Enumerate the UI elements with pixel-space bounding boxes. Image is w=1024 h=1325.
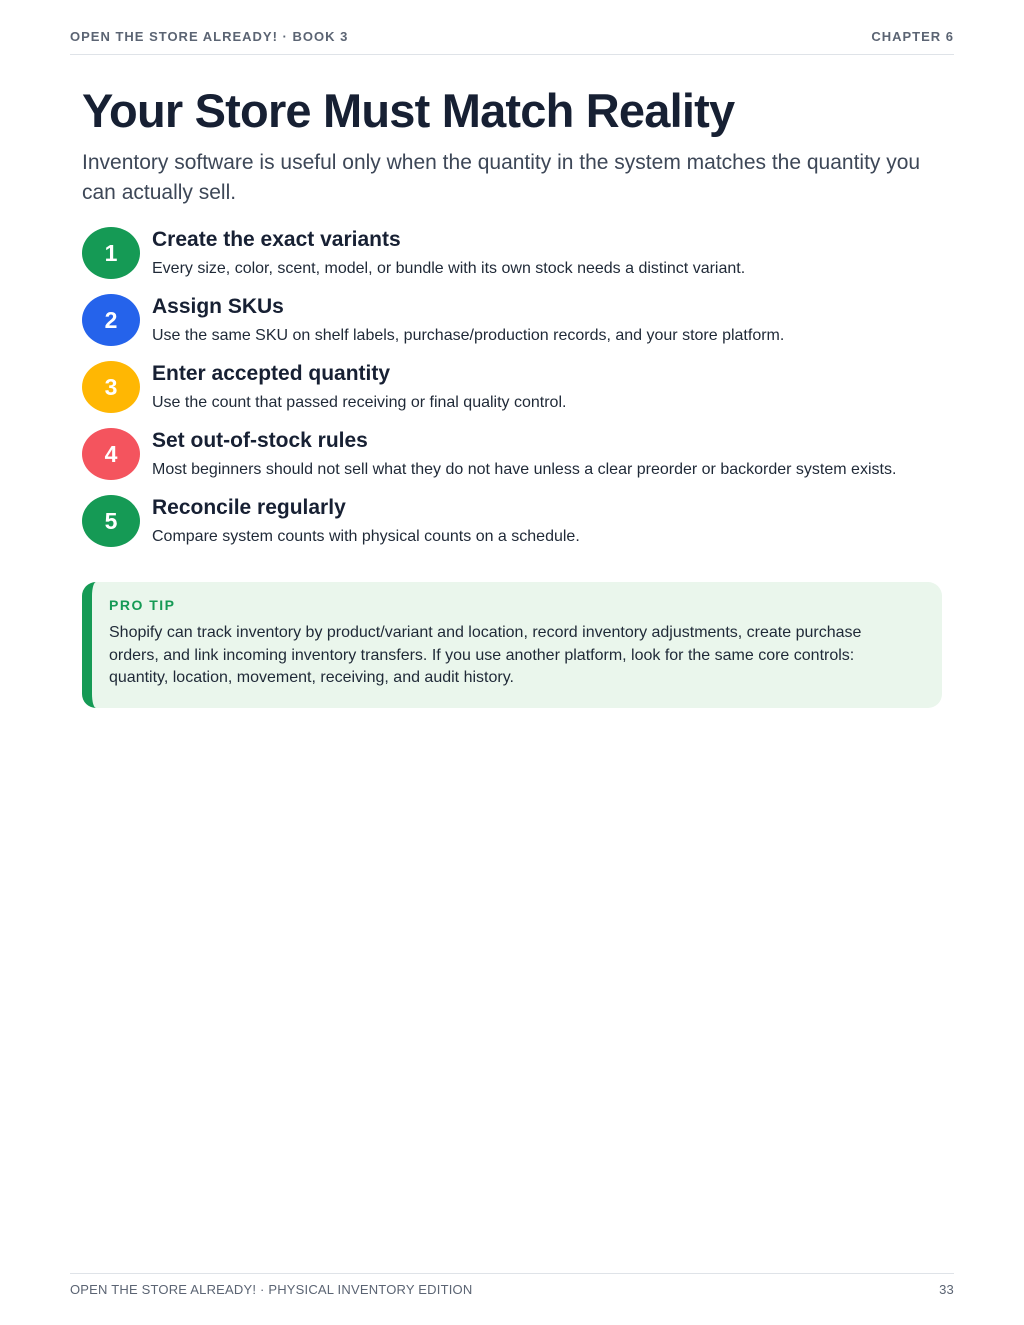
running-header xyxy=(70,29,954,55)
step-description: Use the count that passed receiving or final quality control. xyxy=(152,394,567,411)
step-text xyxy=(152,361,932,415)
step-item xyxy=(82,294,932,348)
intro-paragraph: Inventory software is useful only when the quantity in the system matches the quantity you can actually sell. xyxy=(82,151,921,204)
page-number: 33 xyxy=(939,1282,954,1297)
book-title: OPEN THE STORE ALREADY! · BOOK 3 xyxy=(70,29,349,44)
step-description: Compare system counts with physical counts on a schedule. xyxy=(152,528,580,545)
step-text xyxy=(152,495,932,549)
step-item xyxy=(82,227,932,281)
step-title: Enter accepted quantity xyxy=(152,362,391,385)
step-text xyxy=(152,428,932,482)
chapter-label: CHAPTER 6 xyxy=(871,29,954,44)
step-title: Reconcile regularly xyxy=(152,496,346,519)
footer-edition-label: OPEN THE STORE ALREADY! · PHYSICAL INVENTORY EDITION xyxy=(70,1282,473,1297)
step-number-badge: 2 xyxy=(82,294,140,346)
step-number-badge: 3 xyxy=(82,361,140,413)
step-list xyxy=(82,227,932,562)
running-footer xyxy=(70,1273,954,1297)
pro-tip-label: PRO TIP xyxy=(109,597,176,613)
step-description: Use the same SKU on shelf labels, purchase/production records, and your store platform. xyxy=(152,327,785,344)
step-description: Most beginners should not sell what they do not have unless a clear preorder or backorder system exists. xyxy=(152,461,897,478)
step-item xyxy=(82,361,932,415)
step-number-badge: 4 xyxy=(82,428,140,480)
step-description: Every size, color, scent, model, or bundle with its own stock needs a distinct variant. xyxy=(152,260,746,277)
pro-tip-body: Shopify can track inventory by product/variant and location, record inventory adjustments, create purchase orders, and link incoming inventory transfers. If you use another platform, look for the same core controls: quantity, location, movement, receiving, and audit history. xyxy=(109,624,862,686)
step-text xyxy=(152,294,932,348)
step-text xyxy=(152,227,932,281)
page-title: Your Store Must Match Reality xyxy=(82,84,735,137)
step-title: Create the exact variants xyxy=(152,228,401,251)
pro-tip-callout xyxy=(82,582,942,708)
step-item xyxy=(82,495,932,549)
step-number-badge: 1 xyxy=(82,227,140,279)
step-number-badge: 5 xyxy=(82,495,140,547)
step-title: Set out-of-stock rules xyxy=(152,429,368,452)
step-title: Assign SKUs xyxy=(152,295,284,318)
step-item xyxy=(82,428,932,482)
